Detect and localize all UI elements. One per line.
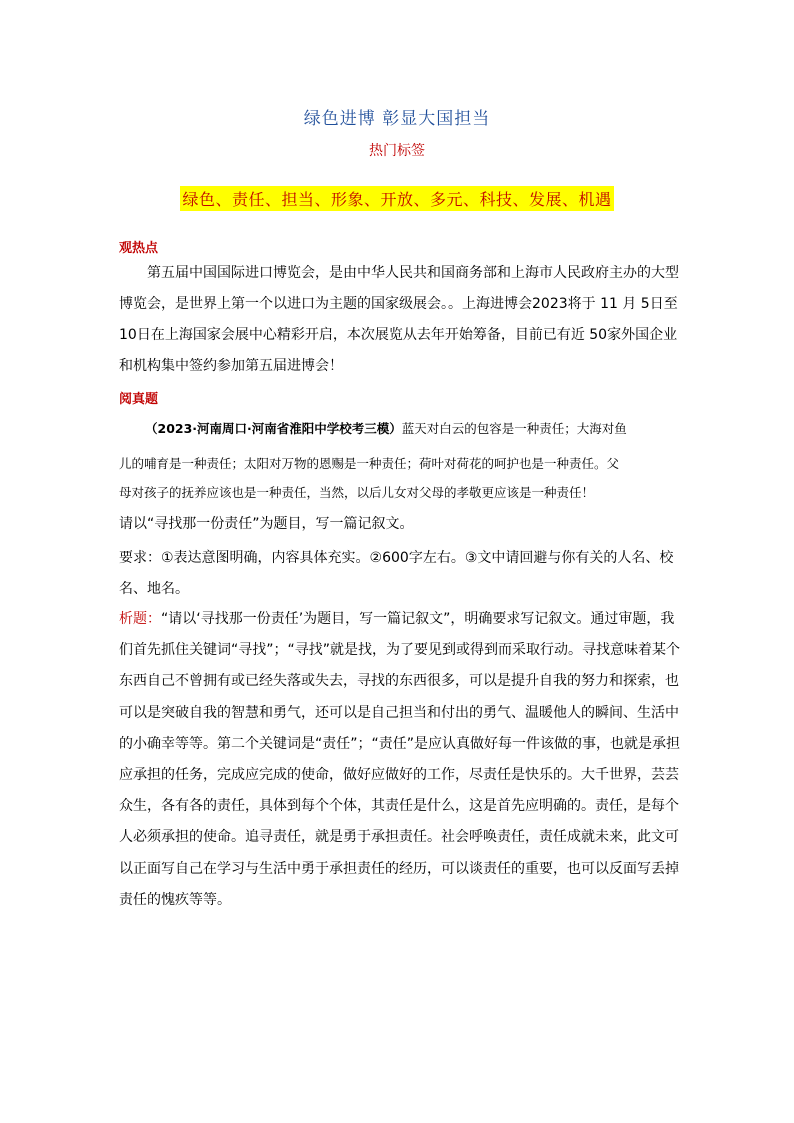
hot-tags: 绿色、责任、担当、形象、开放、多元、科技、发展、机遇	[180, 186, 613, 211]
analysis-label: 析题：	[119, 611, 161, 627]
hotspot-paragraph	[119, 258, 679, 382]
analysis-text: “请以‘寻找那一份责任’为题目，写一篇记叙文”，明确要求写记叙文。通过审题，我们首先抓住关键词“寻找”；“寻找”就是找，为了要见到或得到而采取行动。寻找意味着某个东西自己不曾拥有或已经失落或失去，寻找的东西很多，可以是提升自我的努力和探索，也可以是突破自我的智慧和勇气，还可以是自己担当和付出的勇气、温暖他人的瞬间、生活中的小确幸等等。第二个关键词是“责任”；“责任”是应认真做好每一件该做的事，也就是承担应承担的任务，完成应完成的使命，做好应做好的工作，尽责任是快乐的。大千世界，芸芸众生，各有各的责任，具体到每个个体，其责任是什么，这是首先应明确的。责任，是每个人必须承担的使命。追寻责任，就是勇于承担责任。社会呼唤责任，责任成就未来，此文可以正面写自己在学习与生活中勇于承担责任的经历，可以谈责任的重要，也可以反面写丢掉责任的愧疚等等。	[119, 611, 681, 908]
analysis-paragraph	[119, 604, 681, 916]
exam-line-1	[145, 419, 705, 437]
tags-row	[0, 186, 794, 211]
section-label-exam: 阅真题	[119, 392, 159, 407]
requirement-details: 要求：①表达意图明确，内容具体充实。②600字左右。③文中请回避与你有关的人名、校名、地名。	[119, 550, 674, 597]
hotspot-text: 第五届中国国际进口博览会，是由中华人民共和国商务部和上海市人民政府主办的大型博览会，是世界上第一个以进口为主题的国家级展会。。上海进博会2023将于 11 月 5日至 10日在上海国家会展中心精彩开启，本次展览从去年开始筹备，目前已有近 50家外国企业和机构集中签约参加第五届进博会！	[119, 265, 679, 374]
page-subtitle: 热门标签	[369, 143, 425, 159]
exam-text-1: 蓝天对白云的包容是一种责任；大海对鱼	[401, 421, 627, 436]
exam-source: （2023·河南周口·河南省淮阳中学校考三模）	[145, 421, 402, 436]
exam-line-2: 儿的哺育是一种责任；太阳对万物的恩赐是一种责任；荷叶对荷花的呵护也是一种责任。父	[119, 456, 620, 471]
section-label-hotspot: 观热点	[119, 241, 159, 256]
requirement-title: 请以“寻找那一份责任”为题目，写一篇记叙文。	[119, 516, 414, 532]
exam-line-3: 母对孩子的抚养应该也是一种责任，当然，以后儿女对父母的孝敬更应该是一种责任！	[119, 485, 595, 500]
page-title: 绿色进博 彰显大国担当	[303, 109, 491, 129]
